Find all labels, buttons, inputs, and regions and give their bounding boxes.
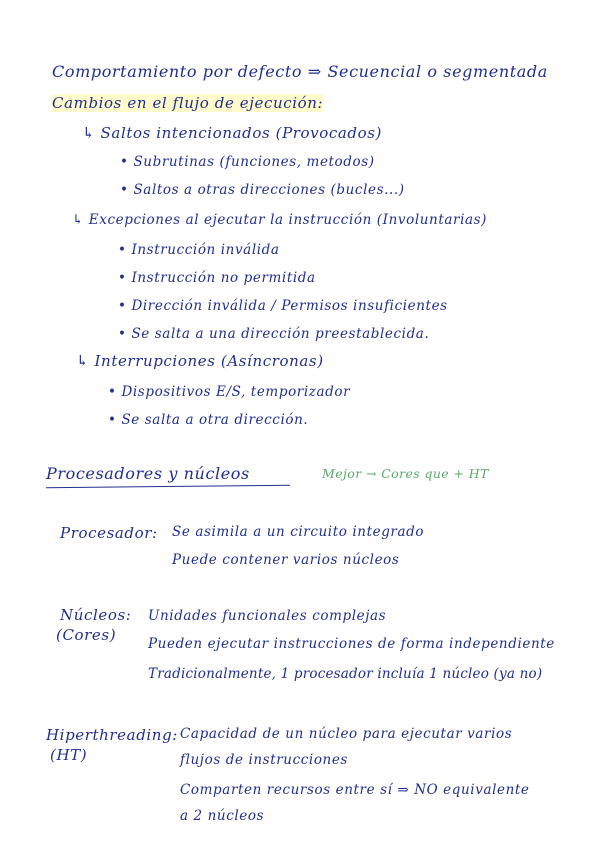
ht-term-alt: (HT) (50, 746, 88, 764)
interrupts-item-jump: • Se salta a otra dirección. (108, 412, 309, 428)
interrupts-heading: ↳ Interrupciones (Asíncronas) (76, 352, 324, 370)
section-heading-processors: Procesadores y núcleos (46, 464, 250, 483)
heading-underline (46, 485, 290, 489)
exceptions-heading: ↳ Excepciones al ejecutar la instrucción (Involuntarias) (72, 212, 488, 228)
exceptions-item-invalid: • Instrucción inválida (118, 242, 280, 258)
exceptions-item-jump: • Se salta a una dirección preestablecida. (118, 326, 430, 342)
default-behavior-line: Comportamiento por defecto ⇒ Secuencial o segmentada (52, 62, 548, 81)
ht-term: Hiperthreading: (46, 726, 178, 744)
cores-line-3: Tradicionalmente, 1 procesador incluía 1 núcleo (ya no) (148, 666, 543, 682)
jumps-item-subroutines: • Subrutinas (funciones, metodos) (120, 154, 375, 170)
interrupts-item-devices: • Dispositivos E/S, temporizador (108, 384, 351, 400)
jumps-item-other-addresses: • Saltos a otras direcciones (bucles...) (120, 182, 405, 198)
cores-term-alt: (Cores) (56, 626, 117, 644)
cores-line-2: Pueden ejecutar instrucciones de forma independiente (148, 636, 555, 652)
cores-term: Núcleos: (60, 606, 132, 624)
changes-title: Cambios en el flujo de ejecución: (52, 94, 324, 112)
exceptions-item-not-allowed: • Instrucción no permitida (118, 270, 316, 286)
processor-line-2: Puede contener varios núcleos (172, 552, 400, 568)
ht-line-4: a 2 núcleos (180, 808, 265, 824)
side-note-green: Mejor → Cores que + HT (322, 466, 489, 481)
ht-line-3: Comparten recursos entre sí ⇒ NO equivalente (180, 782, 530, 798)
ht-line-1: Capacidad de un núcleo para ejecutar varios (180, 726, 513, 742)
processor-term: Procesador: (60, 524, 158, 542)
processor-line-1: Se asimila a un circuito integrado (172, 524, 425, 540)
jumps-heading: ↳ Saltos intencionados (Provocados) (82, 124, 383, 142)
exceptions-item-invalid-address: • Dirección inválida / Permisos insuficientes (118, 298, 448, 314)
cores-line-1: Unidades funcionales complejas (148, 608, 387, 624)
ht-line-2: flujos de instrucciones (180, 752, 348, 768)
